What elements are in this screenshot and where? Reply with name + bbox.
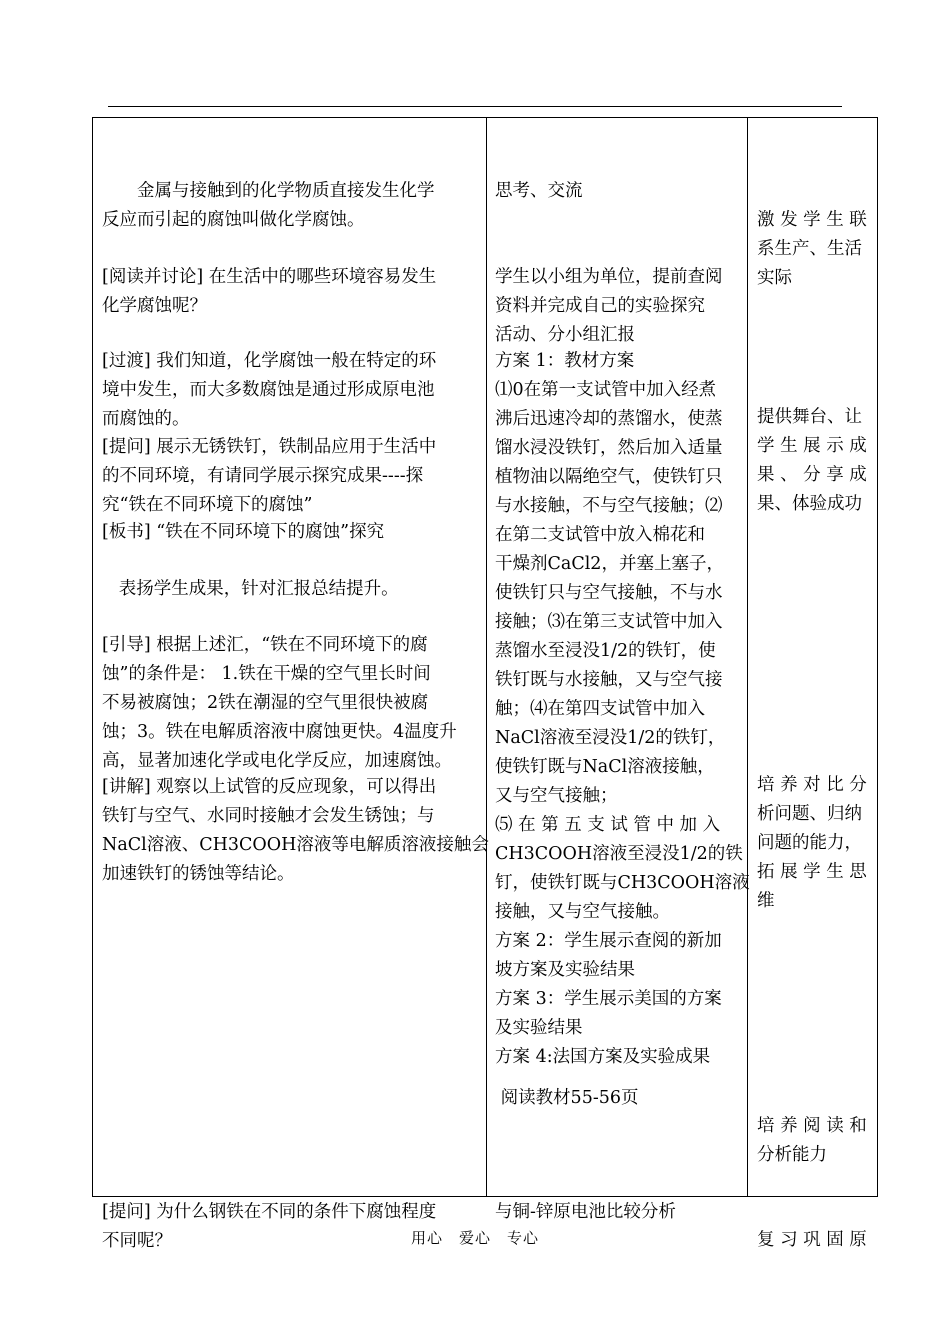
paragraph-question-show-nail: [提问] 展示无锈铁钉，铁制品应用于生活中 的不同环境，有请同学展示探究成果----探 究“铁在不同环境下的腐蚀” (102, 437, 437, 515)
paragraph-guide-conditions: [引导] 根据上述汇，“铁在不同环境下的腐 蚀”的条件是： 1.铁在干燥的空气里长时间 不易被腐蚀；2铁在潮湿的空气里很快被腐 蚀；3。铁在电解质溶液中腐蚀更快。4温度升 高，显著加速化学或电化学反应，加速腐蚀。 (102, 635, 457, 771)
paragraph-question-why: [提问] 为什么钢铁在不同的条件下腐蚀程度 不同呢？ (102, 1202, 437, 1251)
paragraph-chemical-corrosion-definition: 金属与接触到的化学物质直接发生化学 反应而引起的腐蚀叫做化学腐蚀。 (102, 181, 435, 230)
paragraph-stimulate: 激 发 学 生 联 系生产、生活 实际 (757, 210, 867, 288)
paragraph-cultivate-analysis: 培 养 对 比 分 析问题、归纳 问题的能力， 拓 展 学 生 思 维 (757, 775, 867, 911)
paragraph-think-exchange: 思考、交流 (495, 181, 583, 201)
header-rule (108, 106, 842, 107)
column-divider-1 (486, 117, 487, 1197)
paragraph-transition: [过渡] 我们知道，化学腐蚀一般在特定的环 境中发生，而大多数腐蚀是通过形成原电池 而腐蚀的。 (102, 351, 437, 429)
paragraph-plans: 方案 1：教材方案 ⑴0在第一支试管中加入经煮 沸后迅速冷却的蒸馏水，使蒸 馏水浸没铁钉，然后加入适量 植物油以隔绝空气，使铁钉只 与水接触，不与空气接触；⑵ 在第二支试管中放入棉花和 干燥剂CaCl2，并塞上塞子， 使铁钉只与空气接触，不与水 接触；⑶在第三支试管中加入 蒸馏水至浸没1/2的铁钉，使 铁钉既与水接触，又与空气接 触；⑷在第四支试管中加入 NaCl溶液至浸没1/2的铁钉， 使铁钉既与NaCl溶液接触， 又与空气接触； ⑸ 在 第 五 支 试 管 中 加 入 CH3COOH溶液至浸没1/2的铁 钉，使铁钉既与CH3COOH溶液 接触，又与空气接触。 方案 2：学生展示查阅的新加 坡方案及实验结果 方案 3：学生展示美国的方案 及实验结果 方案 4:法国方案及实验成果 (495, 351, 750, 1067)
paragraph-explain: [讲解] 观察以上试管的反应现象，可以得出 铁钉与空气、水同时接触才会发生锈蚀；与 NaCl溶液、CH3COOH溶液等电解质溶液接触会 加速铁钉的锈蚀等结论。 (102, 777, 489, 884)
paragraph-cultivate-reading: 培 养 阅 读 和 分析能力 (757, 1116, 867, 1165)
paragraph-review: 复 习 巩 固 原 (757, 1230, 867, 1250)
paragraph-provide-stage: 提供舞台、让 学 生 展 示 成 果 、 分 享 成 果、体验成功 (757, 407, 867, 514)
paragraph-blackboard: [板书] “铁在不同环境下的腐蚀”探究 (102, 522, 385, 542)
paragraph-compare-cell: 与铜-锌原电池比较分析 (495, 1202, 676, 1222)
paragraph-group-research: 学生以小组为单位，提前查阅 资料并完成自己的实验探究 活动、分小组汇报 (495, 267, 723, 345)
paragraph-read-discuss: [阅读并讨论] 在生活中的哪些环境容易发生 化学腐蚀呢？ (102, 267, 437, 316)
paragraph-read-textbook: 阅读教材55-56页 (495, 1088, 639, 1108)
paragraph-praise: 表扬学生成果，针对汇报总结提升。 (102, 579, 399, 599)
page-footer: 用心 爱心 专心 (410, 1229, 539, 1247)
